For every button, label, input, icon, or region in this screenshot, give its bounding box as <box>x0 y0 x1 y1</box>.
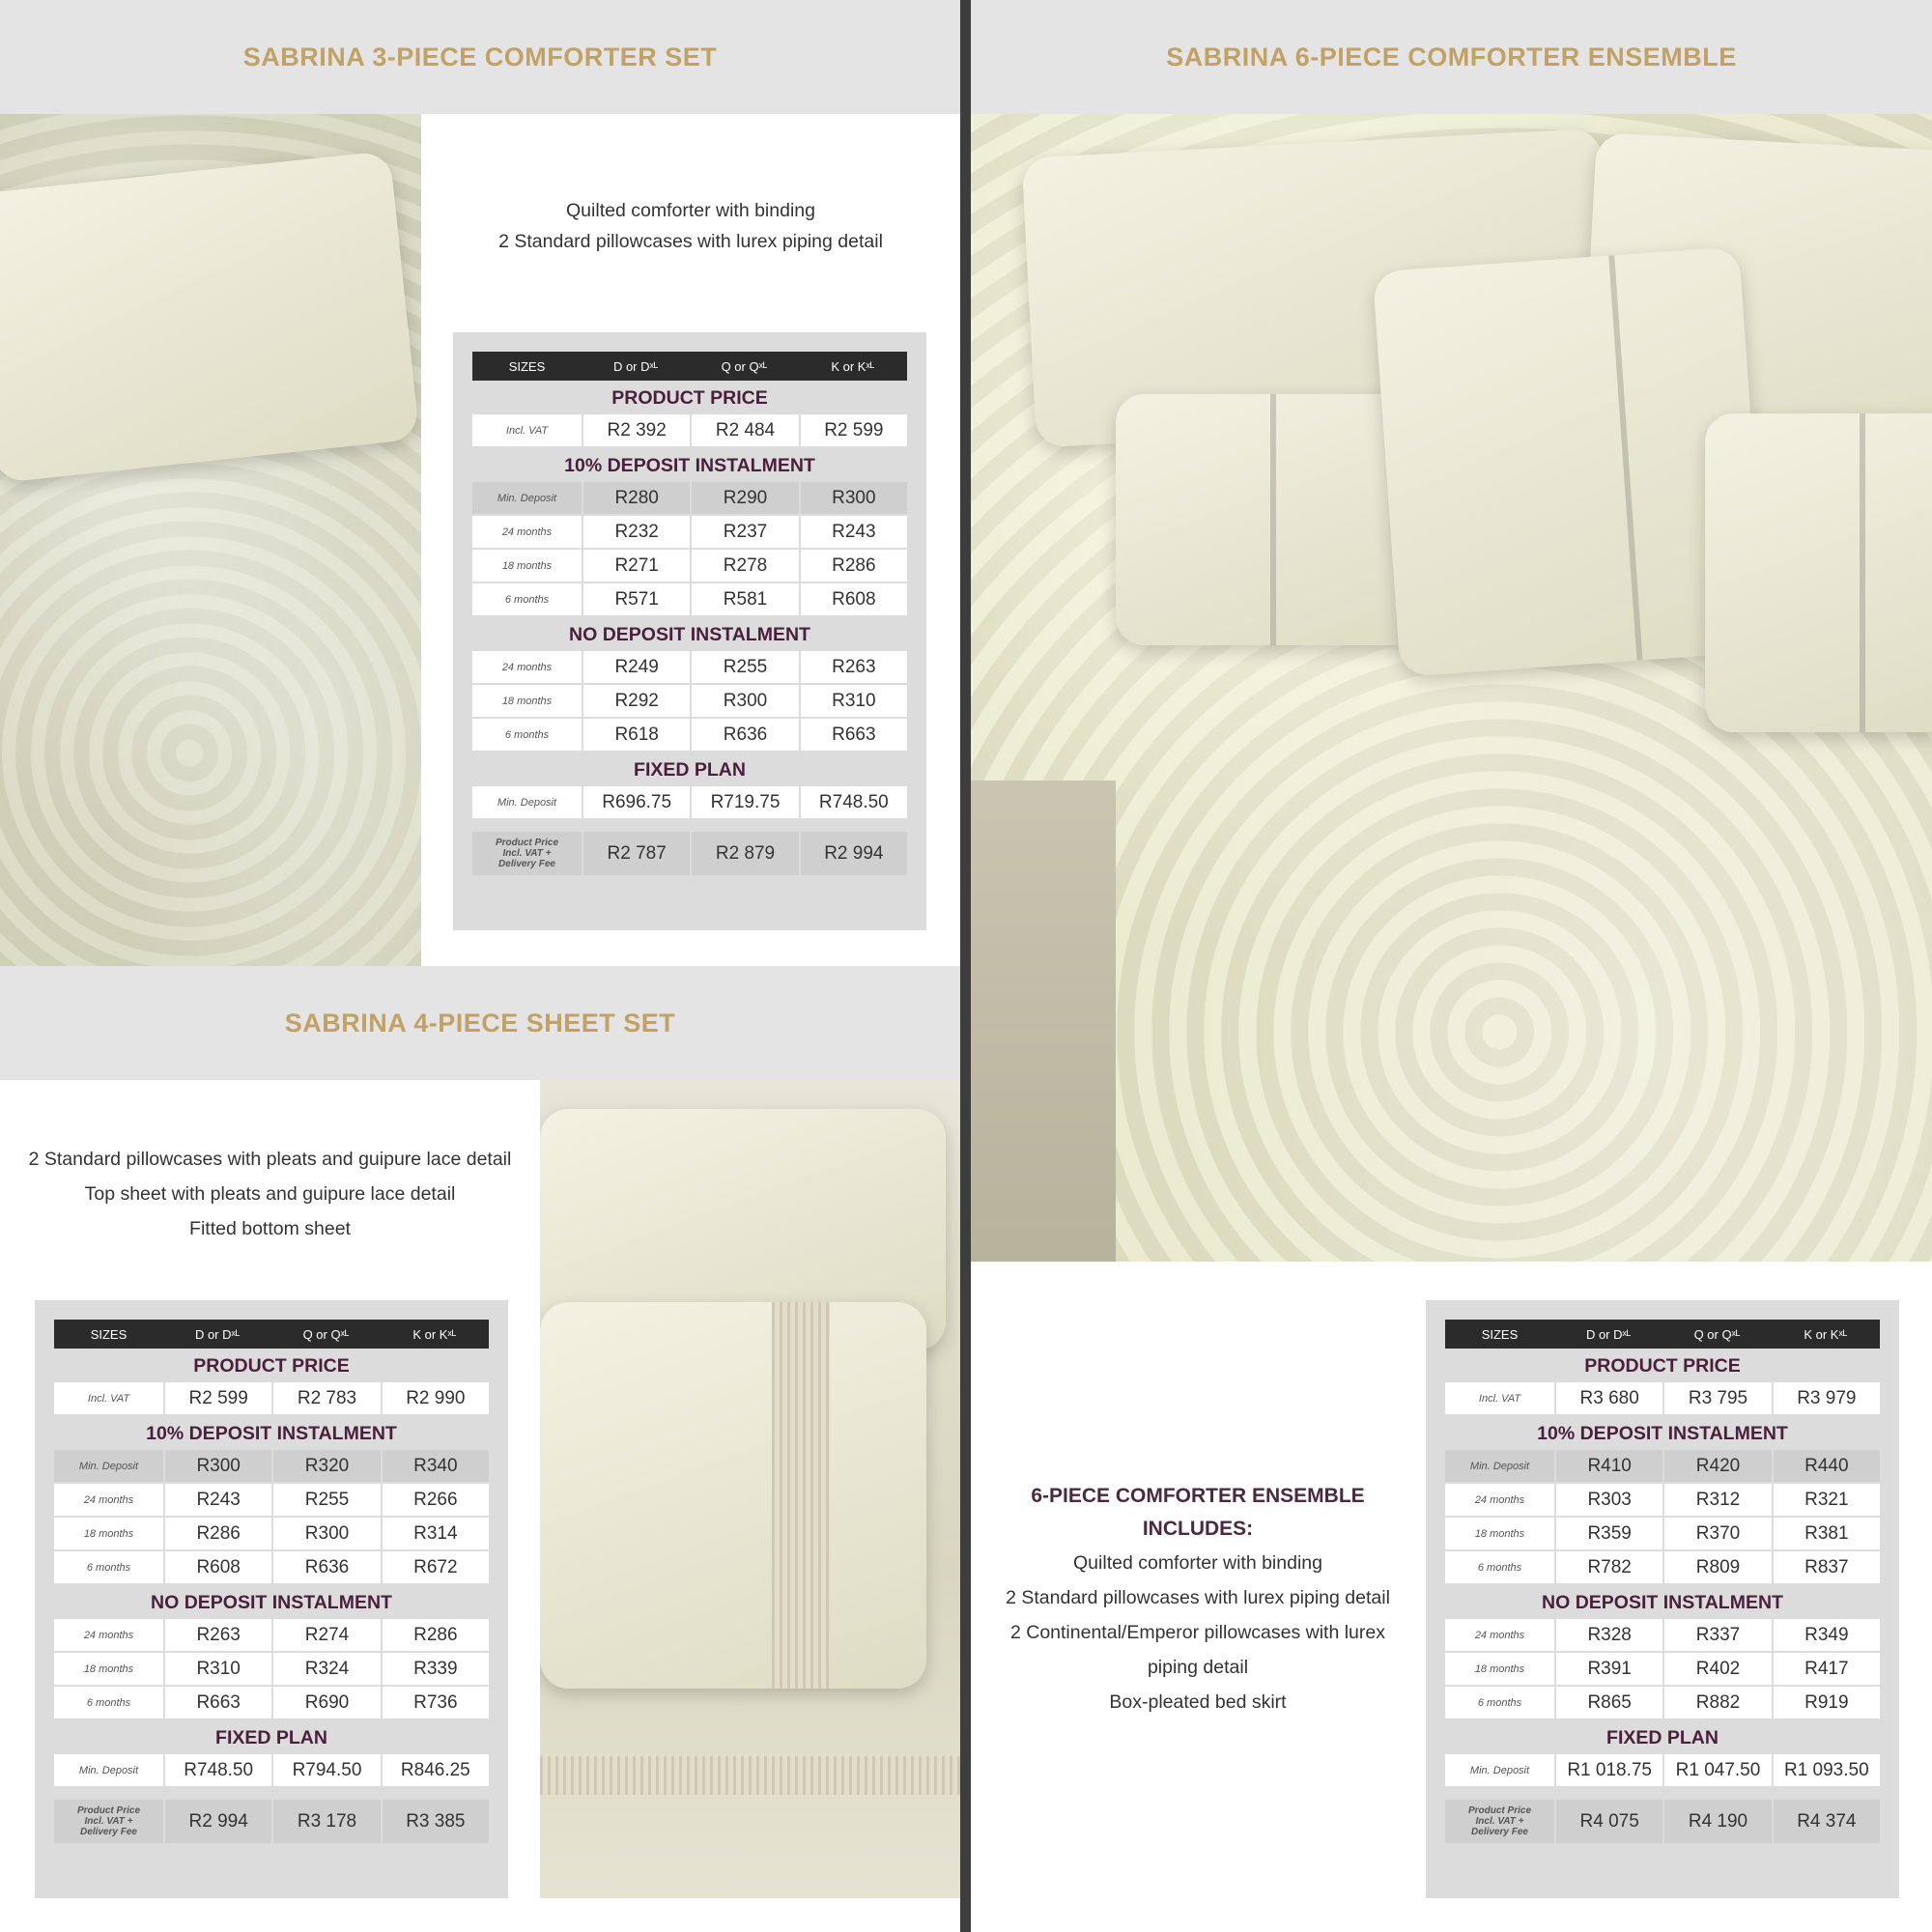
product-price-title: PRODUCT PRICE <box>611 387 768 409</box>
table-row <box>1445 1551 1880 1583</box>
table-row <box>472 832 907 875</box>
table-row <box>472 550 907 582</box>
table-row <box>1445 1450 1880 1482</box>
price-cell: R310 <box>801 685 907 717</box>
price-cell: R4 075 <box>1556 1800 1662 1843</box>
deposit-instalment-title: 10% DEPOSIT INSTALMENT <box>146 1423 397 1444</box>
price-cell: R3 680 <box>1556 1382 1662 1414</box>
price-cell: R919 <box>1774 1687 1880 1719</box>
pillow-shape <box>540 1302 926 1689</box>
price-cell: R271 <box>583 550 690 582</box>
table-row <box>1445 1382 1880 1414</box>
price-cell: R300 <box>165 1450 271 1482</box>
row-label: Min. Deposit <box>1445 1450 1554 1482</box>
price-cell: R882 <box>1664 1687 1771 1719</box>
row-label: 18 months <box>1445 1653 1554 1685</box>
price-cell: R321 <box>1774 1484 1880 1516</box>
fixed-plan-title: FIXED PLAN <box>215 1727 327 1748</box>
price-cell: R274 <box>273 1619 380 1651</box>
no-deposit-instalment-title: NO DEPOSIT INSTALMENT <box>151 1592 392 1613</box>
price-cell: R571 <box>583 583 690 615</box>
fixed-plan-title: FIXED PLAN <box>1606 1727 1719 1748</box>
price-cell: R794.50 <box>273 1754 380 1786</box>
price-cell: R2 994 <box>165 1800 271 1843</box>
deposit-instalment-title: 10% DEPOSIT INSTALMENT <box>1537 1423 1788 1444</box>
sheet-set-title: SABRINA 4-PIECE SHEET SET <box>284 1008 676 1037</box>
price-cell: R2 783 <box>273 1382 380 1414</box>
row-label: Min. Deposit <box>1445 1754 1554 1786</box>
price-cell: R696.75 <box>583 786 690 818</box>
pillow-shape <box>1705 413 1932 732</box>
size-column-header: K or Kˣᴸ <box>1804 1326 1848 1342</box>
price-cell: R339 <box>383 1653 489 1685</box>
price-cell: R300 <box>801 482 907 514</box>
row-label: Min. Deposit <box>54 1754 163 1786</box>
price-cell: R3 385 <box>383 1800 489 1843</box>
row-label: Min. Deposit <box>54 1450 163 1482</box>
table-row <box>472 482 907 514</box>
vertical-divider <box>960 0 971 1932</box>
row-label: 24 months <box>1445 1619 1554 1651</box>
row-label: 24 months <box>472 651 582 683</box>
price-cell: R736 <box>383 1687 489 1719</box>
price-cell: R278 <box>692 550 798 582</box>
price-cell: R340 <box>383 1450 489 1482</box>
sheet-set-price-table <box>35 1300 508 1898</box>
table-row <box>1445 1687 1880 1719</box>
price-cell: R3 795 <box>1664 1382 1771 1414</box>
comforter-set-description <box>421 195 960 257</box>
comforter-set-price-table <box>453 332 926 930</box>
sizes-header: SIZES <box>90 1326 128 1342</box>
price-cell: R846.25 <box>383 1754 489 1786</box>
price-cell: R303 <box>1556 1484 1662 1516</box>
price-cell: R748.50 <box>165 1754 271 1786</box>
price-cell: R440 <box>1774 1450 1880 1482</box>
price-cell: R324 <box>273 1653 380 1685</box>
price-cell: R243 <box>165 1484 271 1516</box>
description-line: 2 Continental/Emperor pillowcases with lurex <box>1009 1622 1385 1643</box>
size-column-header: K or Kˣᴸ <box>831 358 875 374</box>
size-column-header: Q or Qˣᴸ <box>1693 1326 1741 1342</box>
fixed-plan-title: FIXED PLAN <box>634 759 746 781</box>
ensemble-description <box>971 1480 1425 1719</box>
price-cell: R1 093.50 <box>1774 1754 1880 1786</box>
description-line: piping detail <box>1147 1657 1249 1678</box>
price-cell: R328 <box>1556 1619 1662 1651</box>
row-label: 18 months <box>472 550 582 582</box>
price-cell: R2 599 <box>801 414 907 446</box>
price-cell: R286 <box>165 1518 271 1549</box>
price-cell: R2 994 <box>801 832 907 875</box>
price-cell: R690 <box>273 1687 380 1719</box>
price-cell: R2 879 <box>692 832 798 875</box>
row-label: 6 months <box>472 719 582 751</box>
price-cell: R809 <box>1664 1551 1771 1583</box>
row-label: Min. Deposit <box>472 786 582 818</box>
product-price-title: PRODUCT PRICE <box>1584 1355 1741 1377</box>
price-cell: R2 484 <box>692 414 798 446</box>
comforter-set-title: SABRINA 3-PIECE COMFORTER SET <box>242 42 718 71</box>
table-header <box>1445 1320 1880 1349</box>
price-cell: R266 <box>383 1484 489 1516</box>
price-cell: R636 <box>692 719 798 751</box>
description-line: 2 Standard pillowcases with lurex piping detail <box>498 231 883 252</box>
price-cell: R410 <box>1556 1450 1662 1482</box>
price-cell: R2 392 <box>583 414 690 446</box>
comforter-set-header-band <box>0 0 960 114</box>
sizes-header: SIZES <box>1481 1326 1519 1342</box>
row-label: 6 months <box>472 583 582 615</box>
price-cell: R263 <box>801 651 907 683</box>
price-cell: R672 <box>383 1551 489 1583</box>
row-label: 18 months <box>472 685 582 717</box>
sheet-set-photo <box>540 1080 960 1898</box>
includes-heading: INCLUDES: <box>1142 1518 1254 1540</box>
row-label: Product Price Incl. VAT + Delivery Fee <box>1445 1800 1554 1843</box>
size-column-header: Q or Qˣᴸ <box>721 358 768 374</box>
description-line: Quilted comforter with binding <box>1073 1552 1322 1574</box>
price-cell: R618 <box>583 719 690 751</box>
price-cell: R286 <box>383 1619 489 1651</box>
row-label: Product Price Incl. VAT + Delivery Fee <box>54 1800 163 1843</box>
row-label: 6 months <box>54 1687 163 1719</box>
price-cell: R300 <box>273 1518 380 1549</box>
table-row <box>1445 1653 1880 1685</box>
row-label: Min. Deposit <box>472 482 582 514</box>
price-cell: R837 <box>1774 1551 1880 1583</box>
table-row <box>1445 1518 1880 1549</box>
size-column-header: K or Kˣᴸ <box>412 1326 457 1342</box>
price-cell: R286 <box>801 550 907 582</box>
row-label: 24 months <box>472 516 582 548</box>
table-row <box>472 685 907 717</box>
table-row <box>1445 1754 1880 1786</box>
price-cell: R249 <box>583 651 690 683</box>
price-cell: R391 <box>1556 1653 1662 1685</box>
price-cell: R349 <box>1774 1619 1880 1651</box>
price-cell: R1 047.50 <box>1664 1754 1771 1786</box>
size-column-header: D or Dˣᴸ <box>612 358 659 374</box>
price-cell: R420 <box>1664 1450 1771 1482</box>
price-cell: R608 <box>165 1551 271 1583</box>
price-cell: R719.75 <box>692 786 798 818</box>
price-cell: R748.50 <box>801 786 907 818</box>
description-line: Fitted bottom sheet <box>189 1218 351 1239</box>
nightstand-shape <box>971 781 1116 1262</box>
table-row <box>54 1450 489 1482</box>
price-cell: R263 <box>165 1619 271 1651</box>
table-header <box>54 1320 489 1349</box>
price-cell: R337 <box>1664 1619 1771 1651</box>
table-row <box>1445 1619 1880 1651</box>
price-cell: R310 <box>165 1653 271 1685</box>
sizes-header: SIZES <box>508 358 546 374</box>
ensemble-photo <box>971 114 1932 1262</box>
table-row <box>54 1687 489 1719</box>
price-cell: R255 <box>273 1484 380 1516</box>
price-cell: R381 <box>1774 1518 1880 1549</box>
row-label: Incl. VAT <box>472 414 582 446</box>
table-row <box>54 1518 489 1549</box>
size-column-header: D or Dˣᴸ <box>1585 1326 1632 1342</box>
table-row <box>1445 1800 1880 1843</box>
row-label: 6 months <box>54 1551 163 1583</box>
price-cell: R280 <box>583 482 690 514</box>
price-cell: R608 <box>801 583 907 615</box>
table-row <box>1445 1484 1880 1516</box>
price-cell: R2 990 <box>383 1382 489 1414</box>
price-cell: R782 <box>1556 1551 1662 1583</box>
table-row <box>472 516 907 548</box>
table-row <box>54 1382 489 1414</box>
price-cell: R300 <box>692 685 798 717</box>
table-row <box>54 1754 489 1786</box>
price-cell: R290 <box>692 482 798 514</box>
price-cell: R255 <box>692 651 798 683</box>
price-cell: R312 <box>1664 1484 1771 1516</box>
sheet-set-header-band <box>0 966 960 1080</box>
price-cell: R320 <box>273 1450 380 1482</box>
row-label: 24 months <box>54 1484 163 1516</box>
price-cell: R865 <box>1556 1687 1662 1719</box>
table-row <box>54 1653 489 1685</box>
table-row <box>54 1484 489 1516</box>
price-cell: R3 178 <box>273 1800 380 1843</box>
table-row <box>472 414 907 446</box>
row-label: 18 months <box>54 1653 163 1685</box>
row-label: 18 months <box>1445 1518 1554 1549</box>
table-row <box>472 651 907 683</box>
product-price-title: PRODUCT PRICE <box>193 1355 350 1377</box>
price-cell: R292 <box>583 685 690 717</box>
price-cell: R663 <box>801 719 907 751</box>
price-cell: R243 <box>801 516 907 548</box>
price-cell: R237 <box>692 516 798 548</box>
price-cell: R4 190 <box>1664 1800 1771 1843</box>
comforter-set-photo <box>0 114 421 966</box>
table-header <box>472 352 907 381</box>
price-cell: R359 <box>1556 1518 1662 1549</box>
pillow-shape <box>0 151 419 483</box>
row-label: Incl. VAT <box>54 1382 163 1414</box>
table-row <box>54 1551 489 1583</box>
description-line: Quilted comforter with binding <box>566 200 815 221</box>
row-label: Incl. VAT <box>1445 1382 1554 1414</box>
price-cell: R4 374 <box>1774 1800 1880 1843</box>
row-label: Product Price Incl. VAT + Delivery Fee <box>472 832 582 875</box>
description-line: Box-pleated bed skirt <box>1109 1691 1287 1713</box>
size-column-header: D or Dˣᴸ <box>194 1326 241 1342</box>
row-label: 24 months <box>54 1619 163 1651</box>
price-cell: R370 <box>1664 1518 1771 1549</box>
price-cell: R232 <box>583 516 690 548</box>
price-cell: R2 599 <box>165 1382 271 1414</box>
row-label: 6 months <box>1445 1551 1554 1583</box>
includes-heading: 6-PIECE COMFORTER ENSEMBLE <box>1031 1485 1365 1507</box>
table-row <box>472 786 907 818</box>
sheet-set-description <box>0 1142 540 1246</box>
row-label: 6 months <box>1445 1687 1554 1719</box>
deposit-instalment-title: 10% DEPOSIT INSTALMENT <box>564 455 815 476</box>
ensemble-header-band <box>971 0 1932 114</box>
ensemble-title: SABRINA 6-PIECE COMFORTER ENSEMBLE <box>1166 42 1737 71</box>
price-cell: R417 <box>1774 1653 1880 1685</box>
no-deposit-instalment-title: NO DEPOSIT INSTALMENT <box>1542 1592 1783 1613</box>
table-row <box>472 719 907 751</box>
price-cell: R663 <box>165 1687 271 1719</box>
description-line: 2 Standard pillowcases with pleats and guipure lace detail <box>28 1149 512 1170</box>
ensemble-price-table <box>1426 1300 1899 1898</box>
price-cell: R636 <box>273 1551 380 1583</box>
table-row <box>54 1619 489 1651</box>
price-cell: R1 018.75 <box>1556 1754 1662 1786</box>
description-line: Top sheet with pleats and guipure lace detail <box>84 1183 456 1205</box>
size-column-header: Q or Qˣᴸ <box>302 1326 350 1342</box>
price-cell: R402 <box>1664 1653 1771 1685</box>
table-row <box>54 1800 489 1843</box>
description-line: 2 Standard pillowcases with lurex piping detail <box>1006 1587 1390 1608</box>
row-label: 24 months <box>1445 1484 1554 1516</box>
price-cell: R581 <box>692 583 798 615</box>
price-cell: R2 787 <box>583 832 690 875</box>
no-deposit-instalment-title: NO DEPOSIT INSTALMENT <box>569 624 810 645</box>
price-cell: R314 <box>383 1518 489 1549</box>
table-row <box>472 583 907 615</box>
row-label: 18 months <box>54 1518 163 1549</box>
price-cell: R3 979 <box>1774 1382 1880 1414</box>
